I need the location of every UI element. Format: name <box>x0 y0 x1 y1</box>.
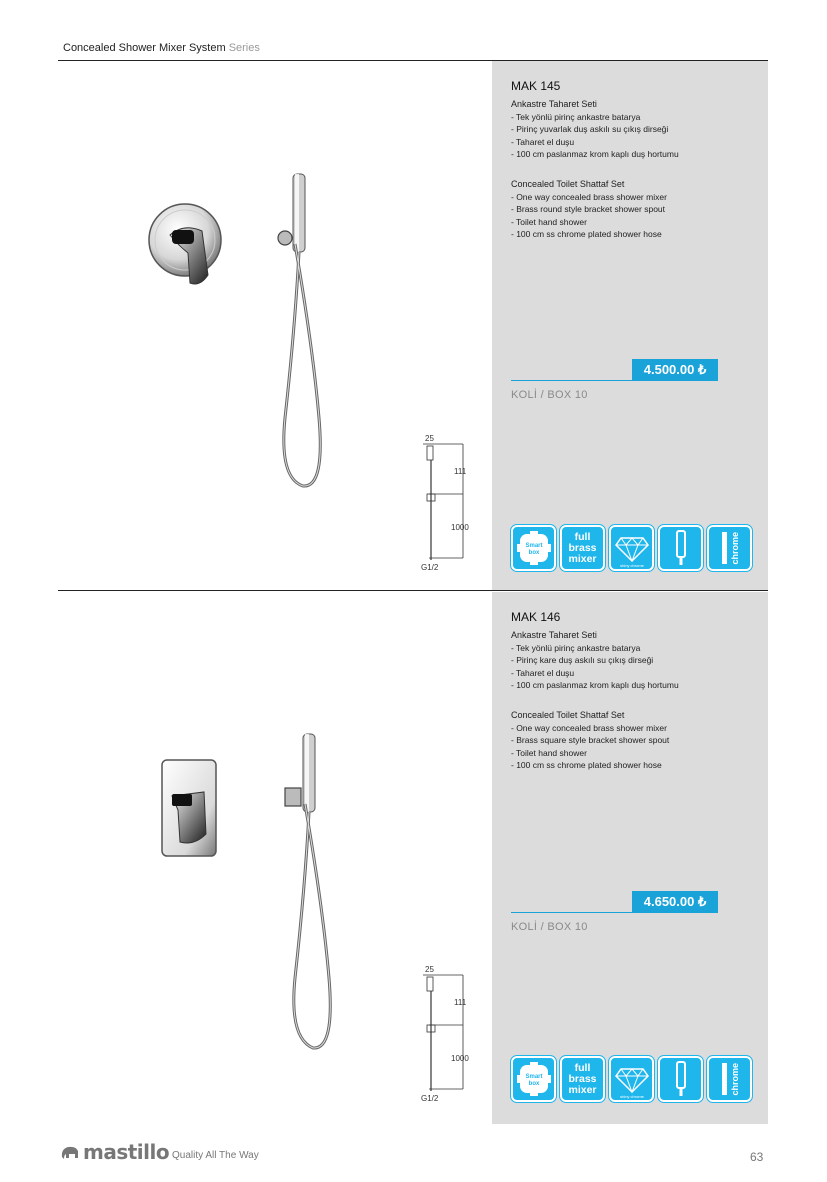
desc-title-tr: Ankastre Taharet Seti <box>511 99 597 109</box>
smart-box-icon <box>511 525 556 571</box>
product-code: MAK 146 <box>511 610 561 624</box>
desc-line: - 100 cm paslanmaz krom kaplı duş hortumu <box>511 149 679 160</box>
desc-line: - 100 cm ss chrome plated shower hose <box>511 229 662 240</box>
hand-shower-icon <box>658 525 703 571</box>
hand-shower-image <box>255 168 345 498</box>
chrome-icon <box>707 525 752 571</box>
desc-line: - Taharet el duşu <box>511 136 575 147</box>
product-description-tr <box>511 629 761 692</box>
square-mixer-image <box>150 750 230 870</box>
dimension-label: 111 <box>454 998 467 1007</box>
icon-label: brass <box>568 1072 597 1085</box>
desc-line: - Toilet hand shower <box>511 747 587 758</box>
product-description-tr <box>511 98 761 161</box>
price-tag: 4.650.00 ₺ <box>632 891 718 913</box>
smart-box-icon <box>511 1056 556 1102</box>
hand-shower-icon <box>658 1056 703 1102</box>
icon-label: chrome <box>729 1062 740 1096</box>
desc-line: - 100 cm paslanmaz krom kaplı duş hortumu <box>511 680 679 691</box>
round-mixer-image <box>140 175 235 305</box>
desc-line: - Brass round style bracket shower spout <box>511 204 666 215</box>
desc-line: - Pirinç yuvarlak duş askılı su çıkış dirseği <box>511 124 669 135</box>
chrome-icon <box>707 1056 752 1102</box>
full-brass-mixer-icon <box>560 525 605 571</box>
dimension-label: 1000 <box>451 1054 469 1063</box>
desc-title-tr: Ankastre Taharet Seti <box>511 630 597 640</box>
tagline: Quality All The Way <box>172 1150 259 1161</box>
icon-label: mixer <box>568 552 597 565</box>
full-brass-mixer-icon <box>560 1056 605 1102</box>
desc-line: - Tek yönlü pirinç ankastre batarya <box>511 111 641 122</box>
svg-text:Smart: Smart <box>524 543 543 549</box>
desc-line: - Taharet el duşu <box>511 667 575 678</box>
elephant-icon <box>60 1143 80 1161</box>
desc-line: - Pirinç kare duş askılı su çıkış dirseği <box>511 655 654 666</box>
box-quantity: KOLİ / BOX 10 <box>511 921 588 933</box>
icon-label: full <box>574 1061 591 1074</box>
brand-name: mastillo <box>83 1140 170 1164</box>
dimension-drawing <box>415 967 475 1107</box>
desc-line: - One way concealed brass shower mixer <box>511 722 667 733</box>
feature-icons <box>511 1056 752 1102</box>
dimension-label: G1/2 <box>421 563 439 572</box>
dimension-label: 25 <box>425 965 434 974</box>
header-title: Concealed Shower Mixer System <box>63 42 226 54</box>
desc-title-en: Concealed Toilet Shattaf Set <box>511 179 625 189</box>
brand-logo <box>60 1140 169 1164</box>
feature-icons <box>511 525 752 571</box>
page-header <box>63 42 260 54</box>
product-description-en <box>511 178 761 241</box>
dimension-label: 111 <box>454 467 467 476</box>
price-tag: 4.500.00 ₺ <box>632 359 718 381</box>
dimension-label: 1000 <box>451 523 469 532</box>
diamond-icon <box>609 1056 654 1102</box>
header-series: Series <box>228 42 260 54</box>
svg-text:box: box <box>528 1081 539 1087</box>
icon-label: mixer <box>568 1083 597 1096</box>
svg-text:shiny chrome: shiny chrome <box>619 1094 644 1099</box>
desc-line: - One way concealed brass shower mixer <box>511 191 667 202</box>
page-number: 63 <box>750 1150 764 1164</box>
dimension-label: 25 <box>425 434 434 443</box>
box-quantity: KOLİ / BOX 10 <box>511 389 588 401</box>
desc-line: - 100 cm ss chrome plated shower hose <box>511 760 662 771</box>
icon-label: chrome <box>729 531 740 565</box>
desc-line: - Brass square style bracket shower spout <box>511 735 670 746</box>
diamond-icon <box>609 525 654 571</box>
dimension-drawing <box>415 436 475 576</box>
desc-line: - Toilet hand shower <box>511 216 587 227</box>
hand-shower-image <box>265 728 355 1058</box>
dimension-label: G1/2 <box>421 1094 439 1103</box>
desc-title-en: Concealed Toilet Shattaf Set <box>511 710 625 720</box>
icon-label: full <box>574 530 591 543</box>
svg-text:Smart: Smart <box>524 1074 543 1080</box>
product-description-en <box>511 709 761 772</box>
desc-line: - Tek yönlü pirinç ankastre batarya <box>511 642 641 653</box>
product-code: MAK 145 <box>511 79 561 93</box>
svg-text:shiny chrome: shiny chrome <box>619 563 644 568</box>
svg-text:box: box <box>528 550 539 556</box>
icon-label: brass <box>568 541 597 554</box>
middle-divider <box>58 590 768 591</box>
